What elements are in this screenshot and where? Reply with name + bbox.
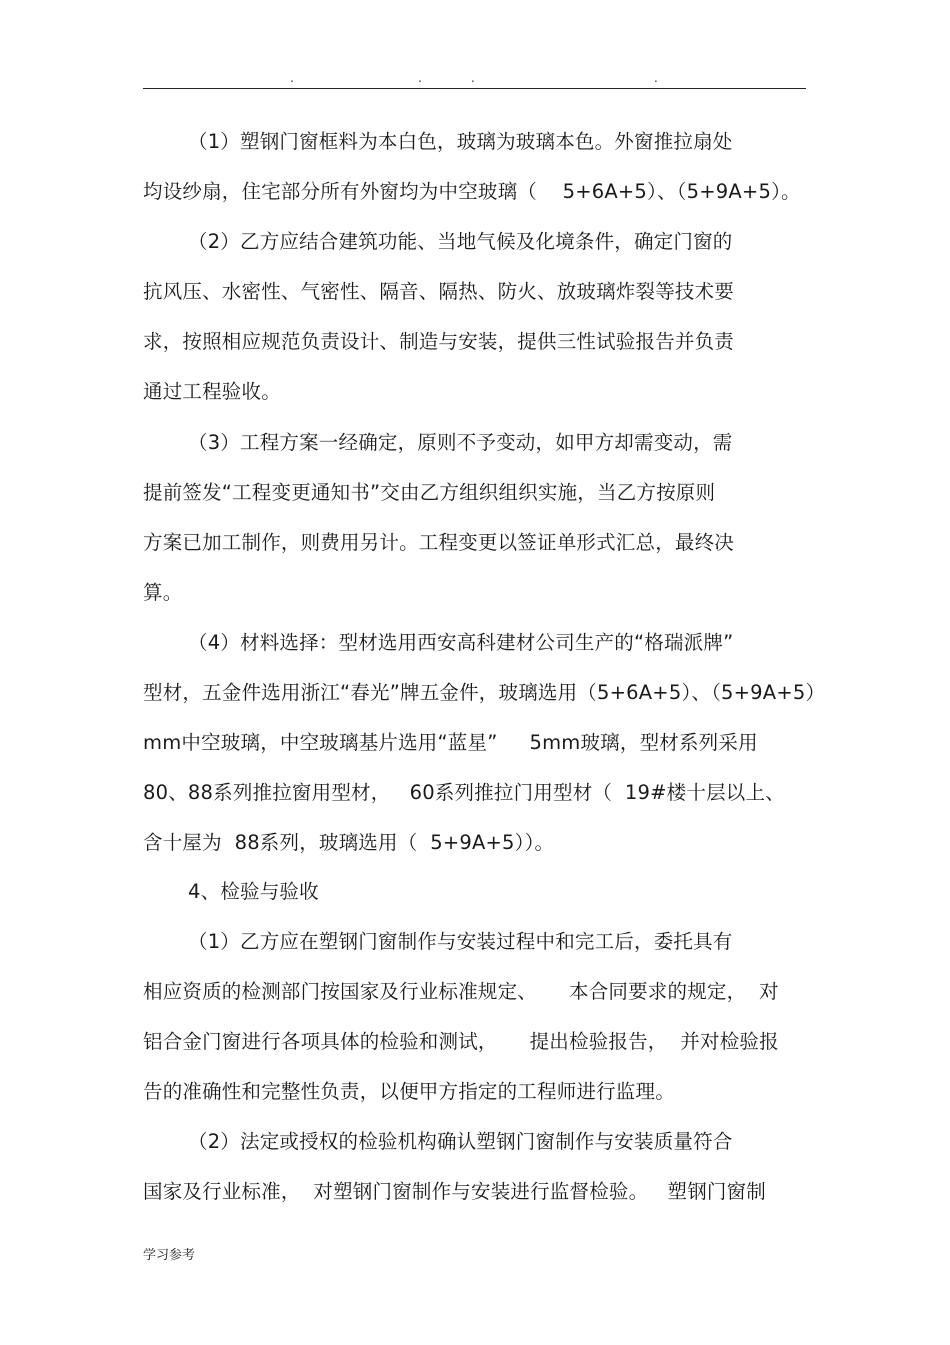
text-line: 铝合金门窗进行各项具体的检验和测试， 提出检验报告， 并对检验报	[143, 1030, 779, 1053]
header-dot: .	[418, 71, 422, 85]
text-line: （2）乙方应结合建筑功能、当地气候及化境条件，确定门窗的	[188, 230, 733, 253]
header-dot: .	[654, 71, 658, 85]
header-dot: .	[471, 71, 475, 85]
text-line: mm中空玻璃，中空玻璃基片选用“蓝星” 5mm玻璃，型材系列采用	[143, 731, 758, 754]
text-line: 算。	[143, 581, 183, 604]
text-line: 方案已加工制作，则费用另计。工程变更以签证单形式汇总，最终决	[143, 531, 735, 554]
text-line: 型材，五金件选用浙江“春光”牌五金件，玻璃选用（5+6A+5）、（5+9A+5）	[143, 681, 826, 704]
text-line: 含十屋为 88系列，玻璃选用（ 5+9A+5））。	[143, 831, 555, 854]
header-rule	[143, 88, 806, 89]
page-footer: 学习参考	[143, 1248, 196, 1263]
text-line: 相应资质的检测部门按国家及行业标准规定、 本合同要求的规定， 对	[143, 980, 779, 1003]
text-line: 80、88系列推拉窗用型材， 60系列推拉门用型材（ 19#楼十层以上、	[143, 781, 785, 804]
text-line: （3）工程方案一经确定，原则不予变动，如甲方却需变动，需	[188, 431, 733, 454]
text-line: （1）乙方应在塑钢门窗制作与安装过程中和完工后，委托具有	[188, 930, 733, 953]
text-line: 求，按照相应规范负责设计、制造与安装，提供三性试验报告并负责	[143, 330, 735, 353]
section-heading: 4、检验与验收	[188, 880, 319, 903]
text-line: 提前签发“工程变更通知书”交由乙方组织组织实施，当乙方按原则	[143, 481, 716, 504]
text-line: 均设纱扇，住宅部分所有外窗均为中空玻璃（ 5+6A+5）、（5+9A+5）。	[143, 180, 801, 203]
text-line: （4）材料选择：型材选用西安高科建材公司生产的“格瑞派牌”	[188, 631, 734, 654]
header-dots	[0, 72, 950, 86]
text-line: 通过工程验收。	[143, 380, 281, 403]
text-line: 抗风压、水密性、气密性、隔音、隔热、防火、放玻璃炸裂等技术要	[143, 280, 735, 303]
text-line: （2）法定或授权的检验机构确认塑钢门窗制作与安装质量符合	[188, 1130, 733, 1153]
header-dot: .	[290, 71, 294, 85]
text-line: （1）塑钢门窗框料为本白色，玻璃为玻璃本色。外窗推拉扇处	[188, 130, 733, 153]
text-line: 告的准确性和完整性负责，以便甲方指定的工程师进行监理。	[143, 1080, 675, 1103]
text-line: 国家及行业标准， 对塑钢门窗制作与安装进行监督检验。 塑钢门窗制	[143, 1180, 766, 1203]
